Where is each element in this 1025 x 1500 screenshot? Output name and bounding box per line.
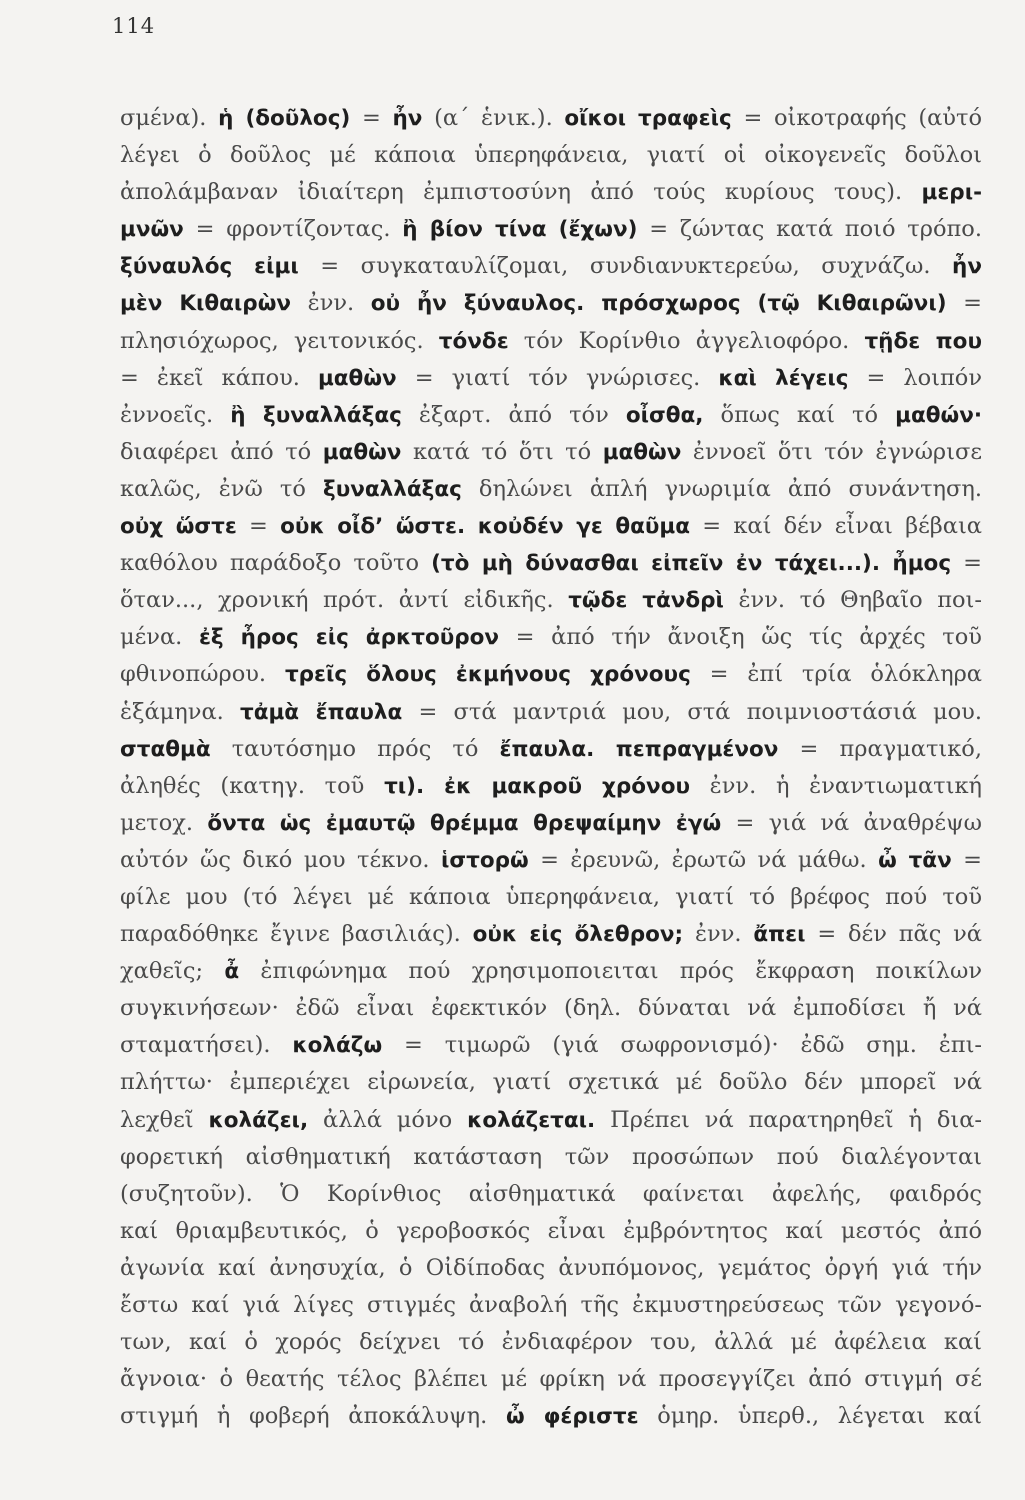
plain-text: = δέν πᾶς νά	[805, 921, 982, 948]
text-line	[120, 842, 982, 879]
plain-text: καθόλου παράδοξο τοῦτο	[120, 550, 432, 577]
plain-text: ὅταν..., χρονική πρότ. ἀντί εἰδικῆς.	[120, 587, 569, 614]
plain-text: δηλώνει ἁπλή γνωριμία ἀπό συνάντηση.	[461, 475, 982, 502]
bold-term: κολάζω	[292, 1033, 383, 1059]
bold-term: κολάζει,	[208, 1107, 309, 1133]
bold-term: μαθὼν	[322, 439, 402, 465]
bold-term: οὐ ἦν ξύναυλος. πρόσχωρος (τῷ Κιθαιρῶνι)	[370, 291, 947, 317]
text-line	[120, 1287, 982, 1324]
bold-term: μαθὼν	[317, 365, 397, 391]
bold-term: ὄντα ὡς ἐμαυτῷ θρέμμα θρεψαίμην ἐγώ	[207, 810, 722, 836]
text-line	[120, 471, 982, 508]
bold-term: μαθών·	[895, 402, 982, 428]
bold-term: ἆ	[224, 959, 240, 985]
plain-text: πλησιόχωρος, γειτονικός.	[120, 327, 439, 354]
text-line	[120, 953, 982, 990]
plain-text: μετοχ.	[120, 809, 208, 836]
text-line	[120, 1361, 982, 1398]
text-line	[120, 285, 982, 322]
bold-term: οὐκ οἶδ’ ὥστε. κοὐδέν γε θαῦμα	[280, 514, 691, 540]
bold-term: ἢ ξυναλλάξας	[230, 402, 402, 428]
text-line	[120, 174, 982, 211]
bold-term: μαθὼν	[602, 439, 682, 465]
text-line	[120, 1027, 982, 1064]
plain-text: καί θριαμβευτικός, ὁ γεροβοσκός εἶναι ἐμβρόντητος καί μεστός ἀπό	[120, 1217, 982, 1244]
bold-term: οἴκοι τραφεὶς	[564, 106, 732, 131]
plain-text: φθινοπώρου.	[120, 661, 285, 688]
plain-text: αὐτόν ὥς δικό μου τέκνο.	[120, 846, 441, 873]
plain-text: ἐνν. τό Θηβαῖο ποι-	[723, 587, 982, 614]
plain-text: = γιατί τόν γνώρισες.	[396, 364, 719, 391]
plain-text: = συγκαταυλίζομαι, συνδιανυκτερεύω, συχνάζω.	[298, 253, 953, 280]
plain-text: διαφέρει ἀπό τό	[120, 438, 323, 465]
bold-term: ἔπαυλα. πεπραγμένον	[499, 736, 779, 762]
text-line	[120, 323, 982, 360]
plain-text: κατά τό ὅτι τό	[401, 438, 603, 465]
plain-text: ἀπολάμβαναν ἰδιαίτερη ἐμπιστοσύνη ἀπό τούς κυρίους τους).	[120, 179, 922, 206]
plain-text: ὁμηρ. ὑπερθ., λέγεται καί	[638, 1403, 982, 1430]
text-line	[120, 1176, 982, 1213]
plain-text: ἐνν.	[291, 290, 371, 317]
text-line	[120, 916, 982, 953]
bold-term: ξυναλλάξας	[323, 476, 462, 502]
bold-term: τόνδε	[438, 328, 509, 354]
plain-text: = ἀπό τήν ἄνοιξη ὥς τίς ἀρχές τοῦ	[499, 624, 982, 651]
bold-term: ὦ τᾶν	[878, 847, 952, 873]
text-line	[120, 100, 982, 137]
bold-term: ἱστορῶ	[441, 847, 529, 873]
plain-text: = πραγματικό,	[778, 735, 982, 762]
plain-text: ἐνν. ἡ ἐναντιωματική	[689, 772, 982, 799]
text-line	[120, 137, 982, 174]
plain-text: ἐννοεῖ ὅτι τόν ἐγνώρισε	[681, 438, 982, 465]
plain-text: πλήττω· ἐμπεριέχει εἰρωνεία, γιατί σχετικά μέ δοῦλο δέν μπορεῖ νά	[120, 1069, 982, 1096]
plain-text: ταυτόσημο πρός τό	[210, 735, 500, 762]
plain-text: λεχθεῖ	[120, 1106, 209, 1133]
plain-text: σταματήσει).	[120, 1032, 293, 1059]
bold-term: οὐχ ὥστε	[120, 514, 237, 540]
text-line	[120, 1324, 982, 1361]
plain-text: ἀγωνία καί ἀνησυχία, ὁ Οἰδίποδας ἀνυπόμονος, γεμάτος ὀργή γιά τήν	[120, 1254, 982, 1281]
plain-text: συγκινήσεων· ἐδῶ εἶναι ἐφεκτικόν (δηλ. δύναται νά ἐμποδίσει ἤ νά	[120, 995, 982, 1022]
bold-term: τρεῖς ὅλους ἐκμήνους χρόνους	[284, 662, 691, 688]
text-line	[120, 879, 982, 916]
plain-text: =	[951, 846, 982, 873]
bold-term: οὐκ εἰς ὄλεθρον;	[472, 922, 684, 948]
plain-text: = ζώντας κατά ποιό τρόπο.	[637, 216, 982, 243]
plain-text: = ἐρευνῶ, ἐρωτῶ νά μάθω.	[528, 846, 879, 873]
plain-text: μένα.	[120, 624, 199, 651]
plain-text: των, καί ὁ χορός δείχνει τό ἐνδιαφέρον του, ἀλλά μέ ἀφέλεια καί	[120, 1329, 982, 1356]
plain-text: στιγμή ἡ φοβερή ἀποκάλυψη.	[120, 1403, 506, 1430]
plain-text: Πρέπει νά παρατηρηθεῖ ἡ δια-	[595, 1106, 982, 1133]
text-line	[120, 1398, 982, 1435]
plain-text: ἀληθές (κατηγ. τοῦ	[120, 772, 385, 799]
bold-term: ἦν	[392, 106, 423, 131]
plain-text: λέγει ὁ δοῦλος μέ κάποια ὑπερηφάνεια, γιατί οἱ οἰκογενεῖς δοῦλοι	[120, 142, 982, 169]
bold-term: ὦ φέριστε	[505, 1404, 639, 1430]
text-line	[120, 1213, 982, 1250]
plain-text: =	[350, 105, 393, 131]
bold-term: τῇδε που	[864, 328, 982, 354]
plain-text: = γιά νά ἀναθρέψω	[721, 809, 982, 836]
text-line	[120, 582, 982, 619]
plain-text: =	[236, 513, 281, 540]
plain-text: = τιμωρῶ (γιά σωφρονισμό)· ἐδῶ σημ. ἐπι-	[382, 1032, 982, 1059]
text-line	[120, 990, 982, 1027]
text-line	[120, 694, 982, 731]
text-line	[120, 360, 982, 397]
text-line	[120, 805, 982, 842]
plain-text: καλῶς, ἐνῶ τό	[120, 475, 323, 502]
plain-text: = οἰκοτραφής (αὐτό	[731, 105, 982, 131]
plain-text: (α΄ ἑνικ.).	[422, 105, 565, 131]
bold-term: μνῶν	[120, 217, 184, 243]
plain-text: παραδόθηκε ἔγινε βασιλιάς).	[120, 921, 473, 948]
bold-term: σταθμὰ	[120, 736, 211, 762]
plain-text: τόν Κορίνθιο ἀγγελιοφόρο.	[508, 327, 865, 354]
bold-term: οἶσθα,	[625, 402, 704, 428]
text-line	[120, 619, 982, 656]
plain-text: φίλε μου (τό λέγει μέ κάποια ὑπερηφάνεια, γιατί τό βρέφος πού τοῦ	[120, 883, 982, 910]
text-line	[120, 1064, 982, 1101]
plain-text: = καί δέν εἶναι βέβαια	[690, 513, 982, 540]
plain-text: ἀλλά μόνο	[308, 1106, 468, 1133]
bold-term: ξύναυλός εἰμι	[120, 254, 299, 280]
bold-term: ἢ βίον τίνα (ἔχων)	[402, 217, 638, 243]
plain-text: ὅπως καί τό	[703, 401, 896, 428]
text-line	[120, 768, 982, 805]
text-line	[120, 248, 982, 285]
text-line	[120, 1139, 982, 1176]
plain-text: φορετική αἰσθηματική κατάσταση τῶν προσώπων πού διαλέγονται	[120, 1143, 982, 1170]
text-line	[120, 508, 982, 545]
text-line	[120, 1250, 982, 1287]
plain-text: = ἐκεῖ κάπου.	[120, 364, 318, 391]
text-line	[120, 1102, 982, 1139]
bold-term: ἦν	[952, 254, 982, 280]
plain-text: ἐπιφώνημα πού χρησιμοποιειται πρός ἔκφραση ποικίλων	[239, 958, 982, 985]
plain-text: = λοιπόν	[848, 364, 982, 391]
bold-term: τι). ἐκ μακροῦ χρόνου	[384, 773, 690, 799]
plain-text: ἄγνοια· ὁ θεατής τέλος βλέπει μέ φρίκη νά προσεγγίζει ἀπό στιγμή σέ	[120, 1366, 982, 1393]
bold-term: ἐξ ἦρος εἰς ἀρκτοῦρον	[198, 625, 500, 651]
plain-text: = φροντίζοντας.	[183, 216, 403, 243]
bold-term: ἄπει	[753, 922, 806, 948]
plain-text: = στά μαντριά μου, στά ποιμνιοστάσιά μου.	[402, 698, 982, 725]
bold-term: τῷδε τἀνδρὶ	[568, 588, 724, 614]
plain-text: (συζητοῦν). Ὁ Κορίνθιος αἰσθηματικά φαίνεται ἀφελής, φαιδρός	[120, 1180, 982, 1207]
bold-term: τἀμὰ ἔπαυλα	[240, 699, 403, 725]
text-line	[120, 545, 982, 582]
text-line	[120, 434, 982, 471]
text-line	[120, 731, 982, 768]
plain-text: χαθεῖς;	[120, 958, 225, 985]
commentary-text	[120, 100, 982, 1435]
bold-term: μὲν Κιθαιρὼν	[120, 291, 292, 317]
bold-term: καὶ λέγεις	[718, 365, 849, 391]
page-number: 114	[112, 14, 156, 38]
bold-term: (τὸ μὴ δύνασθαι εἰπεῖν ἐν τάχει...). ἦμος	[431, 551, 952, 577]
bold-term: κολάζεται.	[467, 1107, 596, 1133]
bold-term: μερι-	[921, 180, 982, 206]
text-line	[120, 211, 982, 248]
text-line	[120, 656, 982, 693]
plain-text: ἑξάμηνα.	[120, 698, 240, 725]
plain-text: ἐνν.	[683, 921, 754, 948]
bold-term: ἡ (δοῦλος)	[218, 106, 351, 131]
text-line	[120, 397, 982, 434]
plain-text: ἔστω καί γιά λίγες στιγμές ἀναβολή τῆς ἐκμυστηρεύσεως τῶν γεγονό-	[120, 1292, 982, 1318]
plain-text: ἐννοεῖς.	[120, 401, 231, 428]
plain-text: =	[946, 290, 982, 317]
plain-text: σμένα).	[120, 105, 219, 131]
plain-text: = ἐπί τρία ὁλόκληρα	[690, 661, 982, 688]
plain-text: =	[951, 550, 982, 577]
plain-text: ἐξαρτ. ἀπό τόν	[401, 401, 626, 428]
